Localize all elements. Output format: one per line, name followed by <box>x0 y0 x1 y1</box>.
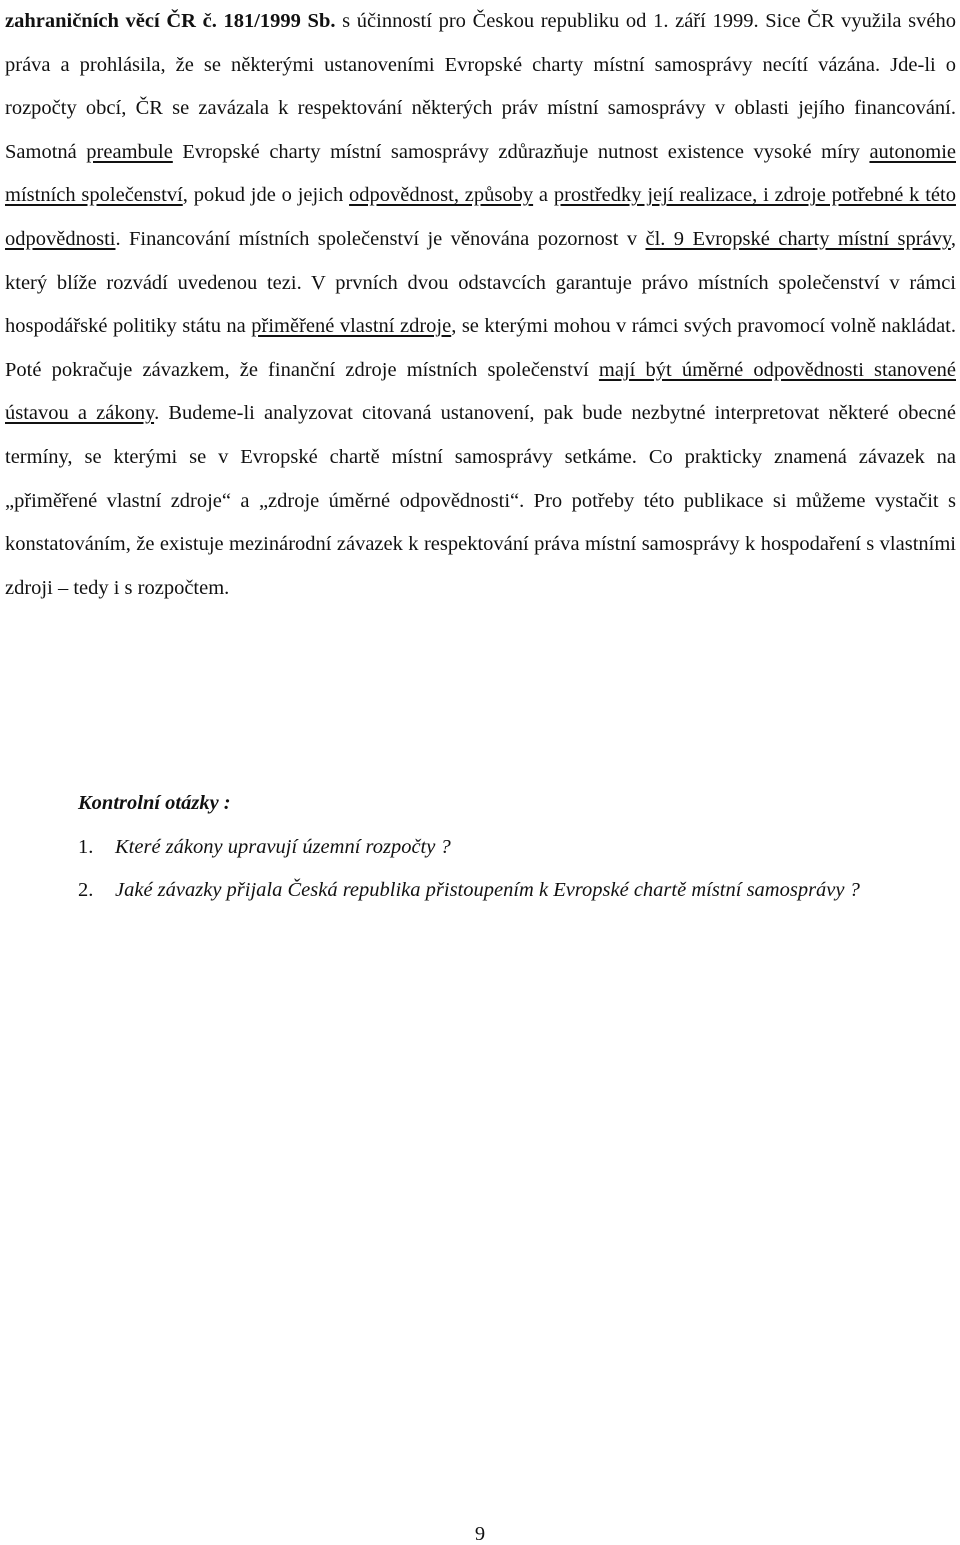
questions-heading: Kontrolní otázky : <box>78 792 231 814</box>
text-segment: Evropské charty místní samosprávy zdůrazňuje nutnost existence vysoké míry <box>172 140 870 163</box>
text-segment: s účinností pro Českou republiku od 1. září 1999. Sice ČR využila svého práva a prohlásila, že se některými ustanoveními Evropské charty místní samosprávy necítí vázána. Jde-li o rozpočty obcí, ČR se zavázala k respektování některých práv místní samosprávy v oblasti jejího financování. Samotná <box>5 10 957 163</box>
text-segment: a <box>533 184 554 207</box>
text-segment: . Financování místních společenství je věnována pozornost v <box>115 227 646 250</box>
text-segment: , se kterými mohou v rámci svých pravomocí volně nakládat. Poté pokračuje závazkem, že finanční zdroje místních společenství <box>5 315 956 381</box>
text-segment: , pokud jde o jejich <box>182 184 350 207</box>
question-text: Jaké závazky přijala Česká republika přistoupením k Evropské chartě místní samosprávy ? <box>115 879 860 902</box>
underlined-term: mají být úměrné odpovědnosti stanovené ústavou a zákony <box>5 358 956 425</box>
question-number: 1. <box>78 835 94 858</box>
question-text: Které zákony upravují územní rozpočty ? <box>115 835 451 858</box>
law-reference: zahraničních věcí ČR č. 181/1999 Sb. <box>5 10 336 32</box>
underlined-term: přiměřené vlastní zdroje <box>251 315 452 338</box>
text-segment: , který blíže rozvádí uvedenou tezi. V prvních dvou odstavcích garantuje právo místních společenství v rámci hospodářské politiky státu na <box>5 227 956 338</box>
underlined-term: autonomie místních společenství <box>5 140 956 207</box>
document-page <box>5 0 956 610</box>
review-questions <box>78 782 956 913</box>
underlined-term: odpovědnost, způsoby <box>349 184 534 207</box>
questions-list <box>78 826 956 913</box>
underlined-term: čl. 9 Evropské charty místní správy <box>645 227 951 250</box>
question-item <box>78 869 956 913</box>
body-paragraph <box>5 0 956 610</box>
page-number: 9 <box>474 1523 486 1545</box>
underlined-term: preambule <box>86 140 173 163</box>
underlined-term: prostředky její realizace, i zdroje potřebné k této odpovědnosti <box>5 184 956 250</box>
question-item <box>78 826 956 870</box>
text-segment: . Budeme-li analyzovat citovaná ustanovení, pak bude nezbytné interpretovat některé obecné termíny, se kterými se v Evropské chartě místní samosprávy setkáme. Co prakticky znamená závazek na „přiměřené vlastní zdroje“ a „zdroje úměrné odpovědnosti“. Pro potřeby této publikace si můžeme vystačit s konstatováním, že existuje mezinárodní závazek k respektování práva místní samosprávy k hospodaření s vlastními zdroji – tedy i s rozpočtem. <box>5 402 956 599</box>
question-number: 2. <box>78 879 94 902</box>
